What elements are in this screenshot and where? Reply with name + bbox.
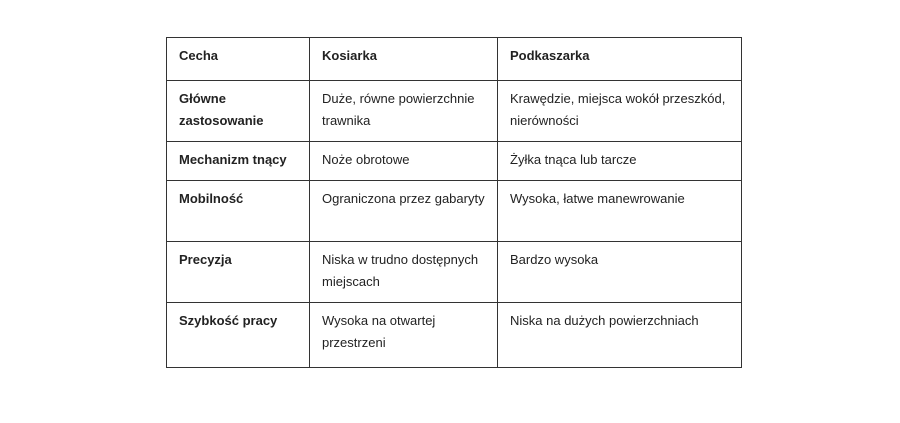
header-feature: Cecha — [167, 38, 310, 81]
header-trimmer: Podkaszarka — [498, 38, 742, 81]
comparison-table — [166, 37, 742, 368]
table-header-row — [167, 38, 742, 81]
trimmer-cell: Żyłka tnąca lub tarcze — [498, 142, 742, 181]
mower-cell: Ograniczona przez gabaryty — [310, 181, 498, 242]
mower-cell: Niska w trudno dostępnych miejscach — [310, 242, 498, 303]
table-row — [167, 303, 742, 368]
feature-cell: Precyzja — [167, 242, 310, 303]
feature-cell: Szybkość pracy — [167, 303, 310, 368]
mower-cell: Duże, równe powierzchnie trawnika — [310, 81, 498, 142]
trimmer-cell: Krawędzie, miejsca wokół przeszkód, nierówności — [498, 81, 742, 142]
trimmer-cell: Bardzo wysoka — [498, 242, 742, 303]
comparison-table-container — [166, 37, 741, 368]
table-row — [167, 142, 742, 181]
feature-cell: Główne zastosowanie — [167, 81, 310, 142]
table-row — [167, 81, 742, 142]
mower-cell: Wysoka na otwartej przestrzeni — [310, 303, 498, 368]
mower-cell: Noże obrotowe — [310, 142, 498, 181]
header-mower: Kosiarka — [310, 38, 498, 81]
table-row — [167, 181, 742, 242]
feature-cell: Mechanizm tnący — [167, 142, 310, 181]
trimmer-cell: Niska na dużych powierzchniach — [498, 303, 742, 368]
feature-cell: Mobilność — [167, 181, 310, 242]
trimmer-cell: Wysoka, łatwe manewrowanie — [498, 181, 742, 242]
table-row — [167, 242, 742, 303]
